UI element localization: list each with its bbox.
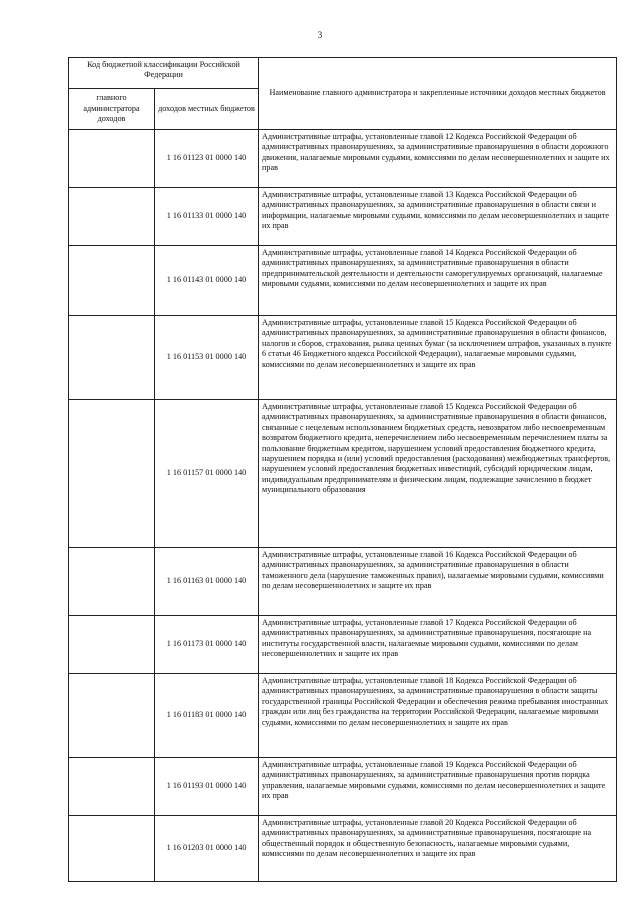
admin-code-cell	[69, 246, 155, 316]
income-code-cell: 1 16 01157 01 0000 140	[155, 400, 259, 548]
table-row	[69, 816, 617, 882]
admin-code-cell	[69, 400, 155, 548]
table-row	[69, 616, 617, 674]
header-name-column: Наименование главного администратора и закрепленные источники доходов местных бюджетов	[259, 58, 617, 130]
description-cell: Административные штрафы, установленные главой 14 Кодекса Российской Федерации об административных правонарушениях, за административные правонарушения в области предпринимательской деятельности и деятельности саморегулируемых организаций, налагаемые мировыми судьями, комиссиями по делам несовершеннолетних и защите их прав	[259, 246, 617, 316]
admin-code-cell	[69, 316, 155, 400]
header-admin-column: главного администратора доходов	[69, 89, 155, 130]
admin-code-cell	[69, 130, 155, 188]
income-code-cell: 1 16 01183 01 0000 140	[155, 674, 259, 758]
header-income-column: доходов местных бюджетов	[155, 89, 259, 130]
table-body	[69, 130, 617, 882]
table-row	[69, 674, 617, 758]
income-code-cell: 1 16 01123 01 0000 140	[155, 130, 259, 188]
header-budget-code-group: Код бюджетной классификации Российской Федерации	[69, 58, 259, 89]
admin-code-cell	[69, 816, 155, 882]
income-code-cell: 1 16 01163 01 0000 140	[155, 548, 259, 616]
admin-code-cell	[69, 616, 155, 674]
table-row	[69, 316, 617, 400]
description-cell: Административные штрафы, установленные главой 12 Кодекса Российской Федерации об административных правонарушениях, за административные правонарушения в области дорожного движения, налагаемые мировыми судьями, комиссиями по делам несовершеннолетних и защите их прав	[259, 130, 617, 188]
description-cell: Административные штрафы, установленные главой 15 Кодекса Российской Федерации об административных правонарушениях, за административные правонарушения в области финансов, налогов и сборов, страхования, рынка ценных бумаг (за исключением штрафов, указанных в пункте 6 статьи 46 Бюджетного кодекса Российской Федерации), налагаемые мировыми судьями, комиссиями по делам несовершеннолетних и защите их прав	[259, 316, 617, 400]
description-cell: Административные штрафы, установленные главой 19 Кодекса Российской Федерации об административных правонарушениях, за административные правонарушения против порядка управления, налагаемые мировыми судьями, комиссиями по делам несовершеннолетних и защите их прав	[259, 758, 617, 816]
description-cell: Административные штрафы, установленные главой 20 Кодекса Российской Федерации об административных правонарушениях, за административные правонарушения, посягающие на общественный порядок и общественную безопасность, налагаемые мировыми судьями, комиссиями по делам несовершеннолетних и защите их прав	[259, 816, 617, 882]
admin-code-cell	[69, 758, 155, 816]
table-header	[69, 58, 617, 130]
income-code-cell: 1 16 01143 01 0000 140	[155, 246, 259, 316]
description-cell: Административные штрафы, установленные главой 13 Кодекса Российской Федерации об административных правонарушениях, за административные правонарушения в области связи и информации, налагаемые мировыми судьями, комиссиями по делам несовершеннолетних и защите их прав	[259, 188, 617, 246]
income-code-cell: 1 16 01193 01 0000 140	[155, 758, 259, 816]
table-row	[69, 758, 617, 816]
description-cell: Административные штрафы, установленные главой 18 Кодекса Российской Федерации об административных правонарушениях, за административные правонарушения в области защиты государственной границы Российской Федерации и обеспечения режима пребывания иностранных граждан или лиц без гражданства на территории Российской Федерации, налагаемые мировыми судьями, комиссиями по делам несовершеннолетних и защите их прав	[259, 674, 617, 758]
income-code-cell: 1 16 01173 01 0000 140	[155, 616, 259, 674]
income-code-cell: 1 16 01203 01 0000 140	[155, 816, 259, 882]
table-row	[69, 246, 617, 316]
admin-code-cell	[69, 188, 155, 246]
income-code-cell: 1 16 01153 01 0000 140	[155, 316, 259, 400]
description-cell: Административные штрафы, установленные главой 15 Кодекса Российской Федерации об административных правонарушениях, за административные правонарушения в области финансов, связанные с нецелевым использованием бюджетных средств, невозвратом либо несвоевременным возвратом бюджетного кредита, неперечислением либо несвоевременным перечислением платы за пользование бюджетным кредитом, нарушением условий предоставления бюджетного кредита, нарушением порядка и (или) условий предоставления (расходования) межбюджетных трансфертов, нарушением условий предоставления бюджетных инвестиций, субсидий юридическим лицам, индивидуальным предпринимателям и физическим лицам, подлежащие зачислению в бюджет муниципального образования	[259, 400, 617, 548]
admin-code-cell	[69, 548, 155, 616]
table-row	[69, 400, 617, 548]
table-row	[69, 130, 617, 188]
page-number: 3	[317, 30, 323, 40]
description-cell: Административные штрафы, установленные главой 16 Кодекса Российской Федерации об административных правонарушениях, за административные правонарушения в области таможенного дела (нарушение таможенных правил), налагаемые мировыми судьями, комиссиями по делам несовершеннолетних и защите их прав	[259, 548, 617, 616]
budget-classification-table	[68, 57, 617, 882]
description-cell: Административные штрафы, установленные главой 17 Кодекса Российской Федерации об административных правонарушениях, за административные правонарушения, посягающие на институты государственной власти, налагаемые мировыми судьями, комиссиями по делам несовершеннолетних и защите их прав	[259, 616, 617, 674]
table-row	[69, 188, 617, 246]
table-row	[69, 548, 617, 616]
income-code-cell: 1 16 01133 01 0000 140	[155, 188, 259, 246]
admin-code-cell	[69, 674, 155, 758]
